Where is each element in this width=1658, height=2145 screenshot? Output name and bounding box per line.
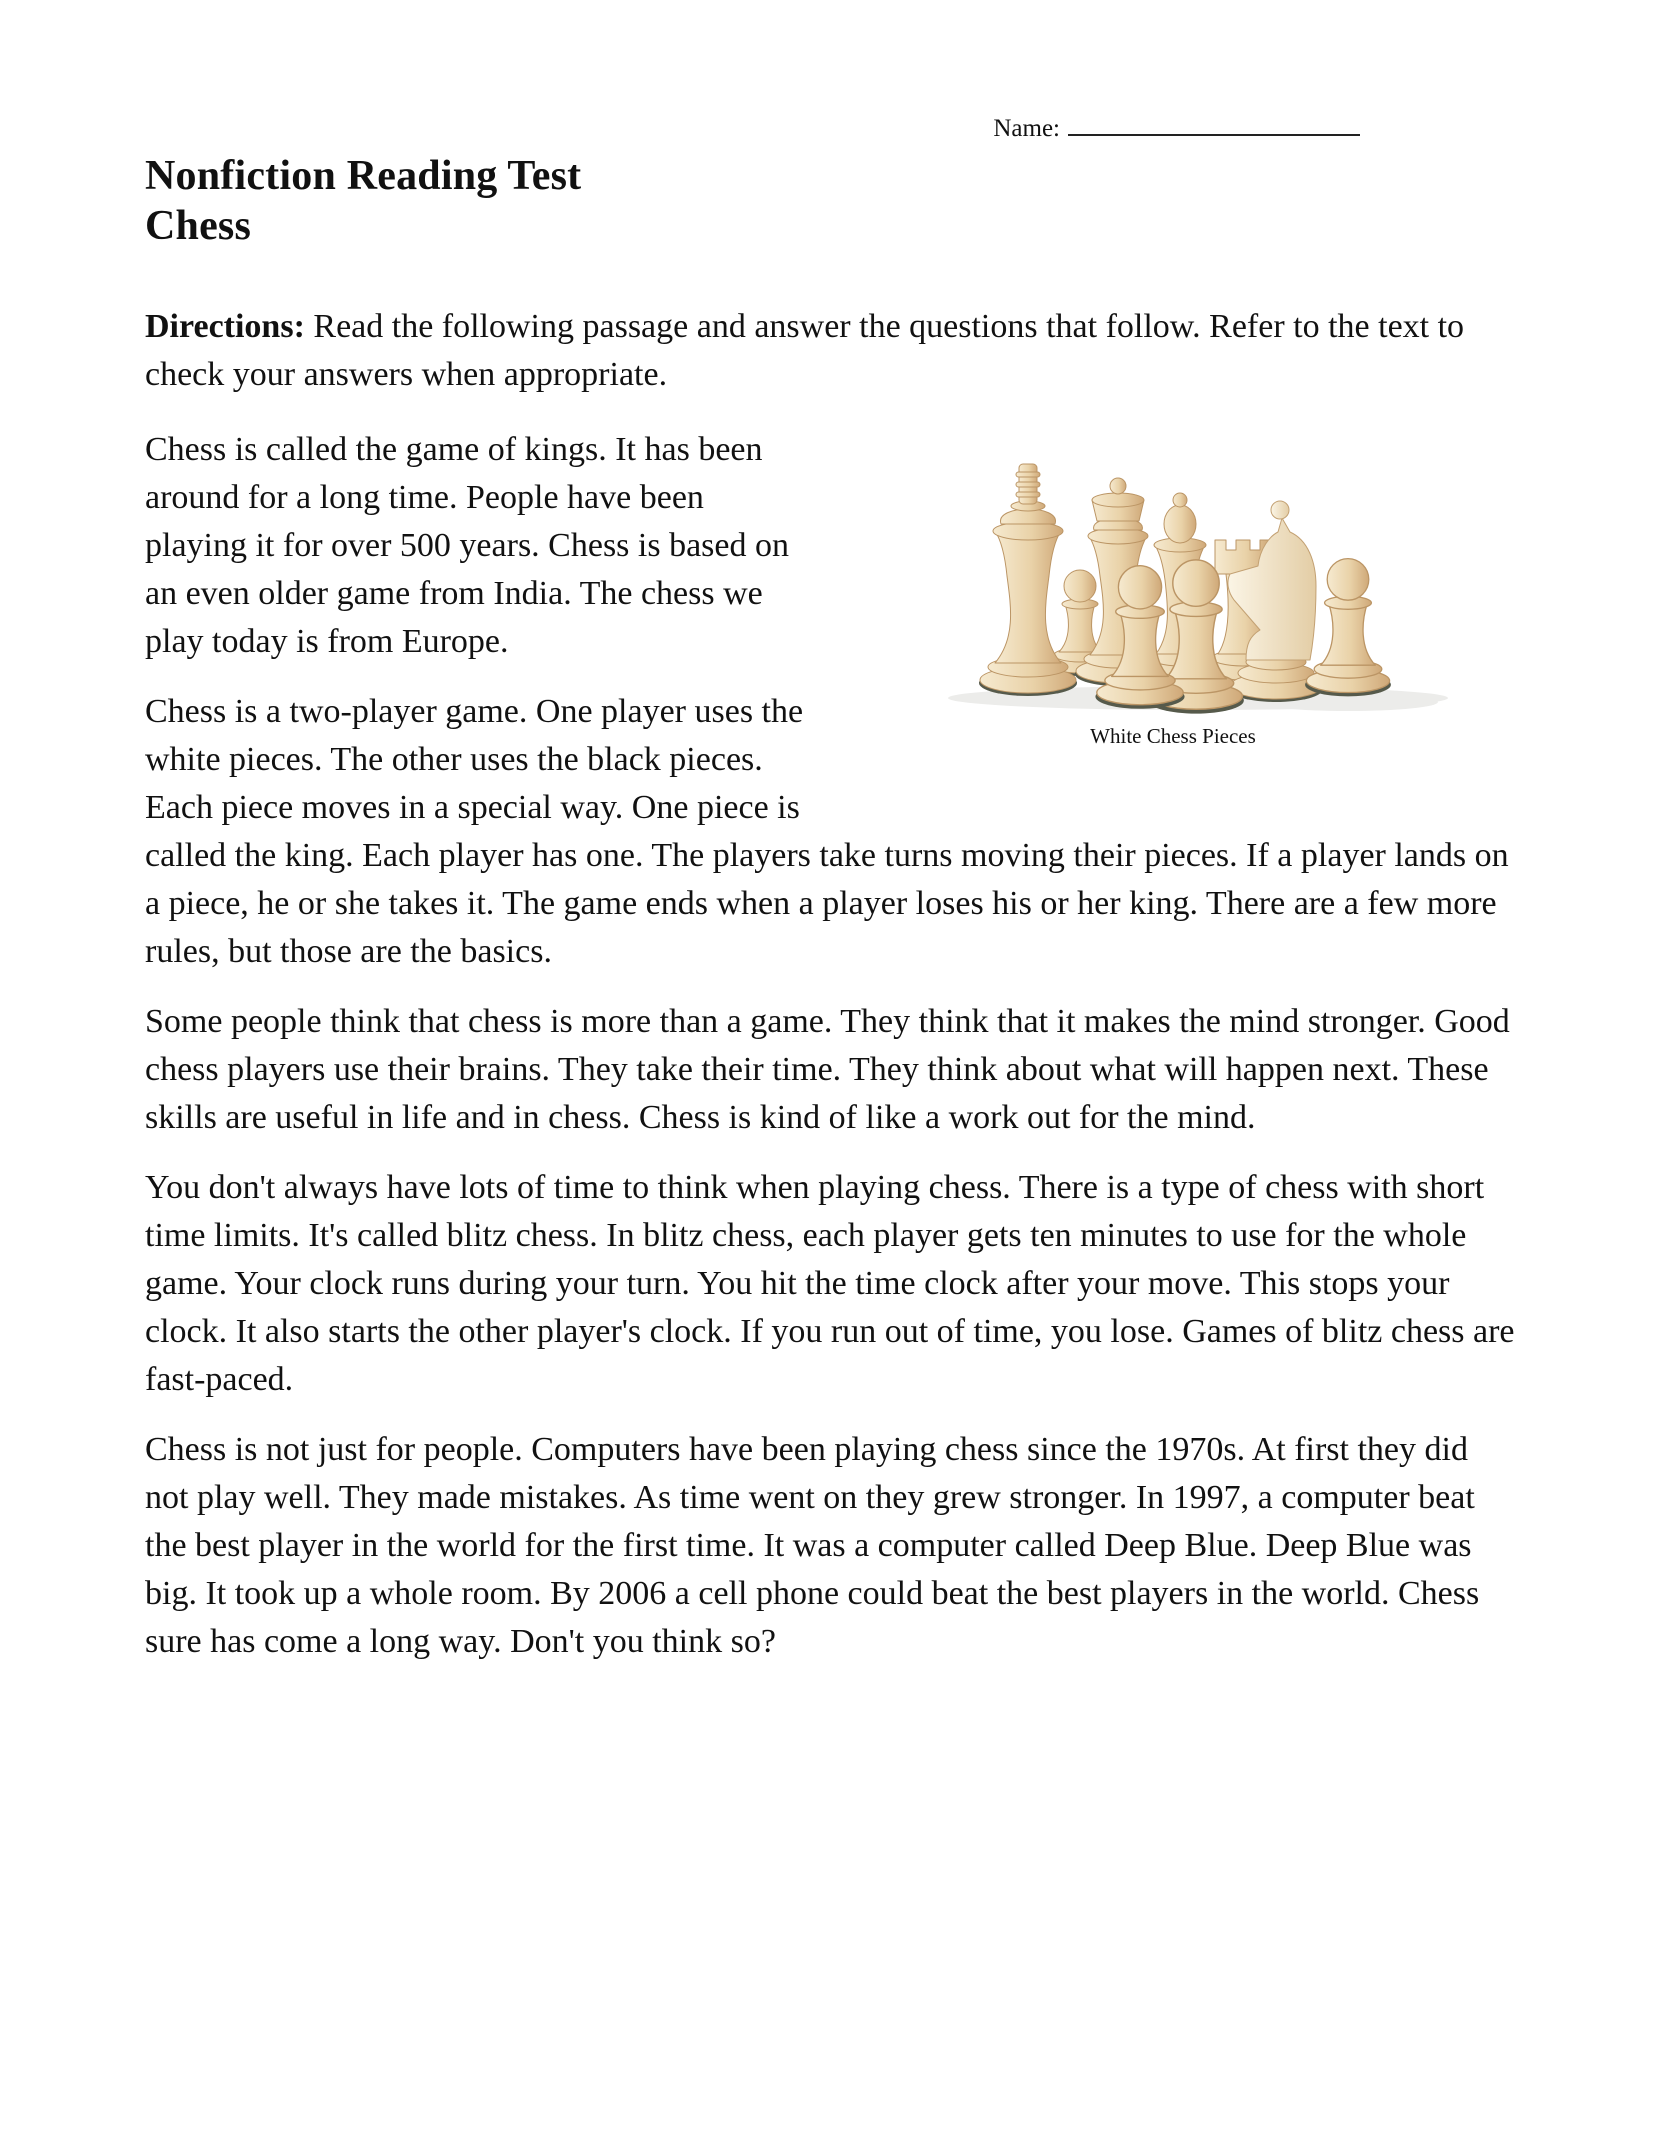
directions-text: Read the following passage and answer the questions that follow. Refer to the text to check your answers when appropriate. <box>145 308 1465 393</box>
paragraph-4: You don't always have lots of time to think when playing chess. There is a type of chess with short time limits. It's called blitz chess. In blitz chess, each player gets ten minutes to use for the whole game. Your clock runs during your turn. You hit the time clock after your move. This stops your clock. It also starts the other player's clock. If you run out of time, you lose. Games of blitz chess are fast-paced. <box>145 1169 1515 1398</box>
directions <box>145 303 1518 399</box>
chess-photo <box>828 426 1518 826</box>
title-line-1: Nonfiction Reading Test <box>145 153 582 199</box>
passage <box>145 426 1518 1666</box>
paragraph-1: Chess is called the game of kings. It has been around for a long time. People have been playing it for over 500 years. Chess is based on an even older game from India. The chess we play today is from Europe. <box>145 431 789 660</box>
knight-piece <box>1228 501 1323 702</box>
chess-pieces-illustration <box>828 426 1518 718</box>
name-row <box>145 0 1518 145</box>
photo-caption: White Chess Pieces <box>1090 724 1256 748</box>
name-label: Name: <box>993 115 1060 142</box>
title-line-2: Chess <box>145 203 252 249</box>
directions-label: Directions: <box>145 308 305 345</box>
name-blank-line <box>1068 112 1360 136</box>
page-title <box>145 151 1518 251</box>
pawn-piece-right <box>1305 559 1391 697</box>
paragraph-2: Chess is a two-player game. One player uses the white pieces. The other uses the black pieces. Each piece moves in a special way. One piece is called the king. Each player has one. The players take turns moving their pieces. If a player lands on a piece, he or she takes it. The game ends when a player loses his or her king. There are a few more rules, but those are the basics. <box>145 693 1509 970</box>
paragraph-5: Chess is not just for people. Computers have been playing chess since the 1970s. At first they did not play well. They made mistakes. As time went on they grew stronger. In 1997, a computer beat the best player in the world for the first time. It was a computer called Deep Blue. Deep Blue was big. It took up a whole room. By 2006 a cell phone could beat the best players in the world. Chess sure has come a long way. Don't you think so? <box>145 1431 1480 1660</box>
paragraph-3: Some people think that chess is more than a game. They think that it makes the mind stronger. Good chess players use their brains. They take their time. They think about what will happen next. These skills are useful in life and in chess. Chess is kind of like a work out for the mind. <box>145 1003 1510 1136</box>
